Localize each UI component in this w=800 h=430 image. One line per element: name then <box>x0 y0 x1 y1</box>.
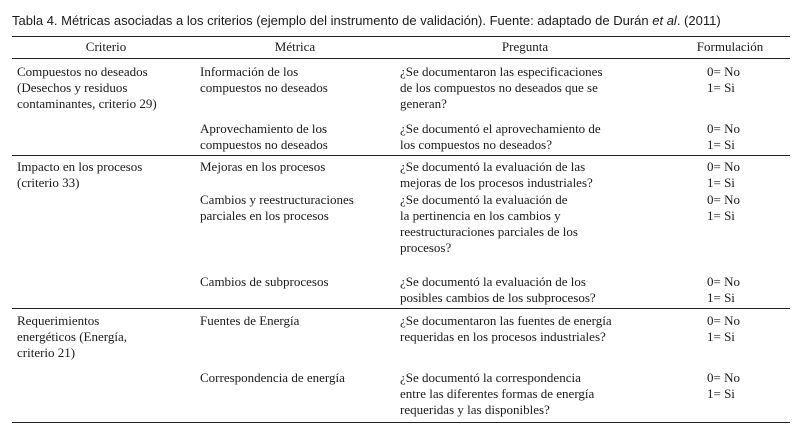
formulacion-cell: 0= No 1= Si <box>707 121 740 152</box>
group-rule <box>12 308 790 309</box>
table-caption <box>12 13 792 29</box>
metrica-cell: Cambios y reestructuraciones parciales en los procesos <box>200 192 354 223</box>
group-rule <box>12 155 790 156</box>
criterio-cell: Impacto en los procesos (criterio 33) <box>17 159 143 190</box>
caption-text: Tabla 4. Métricas asociadas a los criterios (ejemplo del instrumento de validación). Fuente: adaptado de Durán <box>12 13 653 28</box>
header-metrica: Métrica <box>274 39 316 54</box>
criterio-cell: Compuestos no deseados (Desechos y residuos contaminantes, criterio 29) <box>17 64 157 111</box>
header-criterio: Criterio <box>85 39 127 54</box>
pregunta-cell: ¿Se documentó la correspondencia entre las diferentes formas de energía requeridas y las disponibles? <box>400 370 595 417</box>
top-rule <box>12 36 790 37</box>
header-pregunta: Pregunta <box>501 39 549 54</box>
pregunta-cell: ¿Se documentó el aprovechamiento de los compuestos no deseados? <box>400 121 601 152</box>
metrica-cell: Aprovechamiento de los compuestos no deseados <box>200 121 328 152</box>
pregunta-cell: ¿Se documentó la evaluación de la pertinencia en los cambios y reestructuraciones parciales de los procesos? <box>400 192 578 255</box>
metrica-cell: Fuentes de Energía <box>200 313 300 328</box>
formulacion-cell: 0= No 1= Si <box>707 313 740 344</box>
pregunta-cell: ¿Se documentó la evaluación de las mejoras de los procesos industriales? <box>400 159 593 190</box>
bottom-rule <box>12 422 790 423</box>
metrica-cell: Cambios de subprocesos <box>200 274 329 289</box>
metrica-cell: Mejoras en los procesos <box>200 159 326 174</box>
pregunta-cell: ¿Se documentó la evaluación de los posibles cambios de los subprocesos? <box>400 274 596 305</box>
formulacion-cell: 0= No 1= Si <box>707 274 740 305</box>
caption-suffix: . (2011) <box>676 13 721 28</box>
pregunta-cell: ¿Se documentaron las especificaciones de los compuestos no deseados que se generan? <box>400 64 603 111</box>
formulacion-cell: 0= No 1= Si <box>707 370 740 401</box>
formulacion-cell: 0= No 1= Si <box>707 64 740 95</box>
formulacion-cell: 0= No 1= Si <box>707 159 740 190</box>
metrica-cell: Información de los compuestos no deseados <box>200 64 328 95</box>
formulacion-cell: 0= No 1= Si <box>707 192 740 223</box>
caption-italic: et al <box>652 13 677 28</box>
header-formulacion: Formulación <box>696 39 764 54</box>
pregunta-cell: ¿Se documentaron las fuentes de energía requeridas en los procesos industriales? <box>400 313 612 344</box>
criterio-cell: Requerimientos energéticos (Energía, criterio 21) <box>17 313 127 360</box>
metrica-cell: Correspondencia de energía <box>200 370 345 385</box>
header-rule <box>12 58 790 59</box>
